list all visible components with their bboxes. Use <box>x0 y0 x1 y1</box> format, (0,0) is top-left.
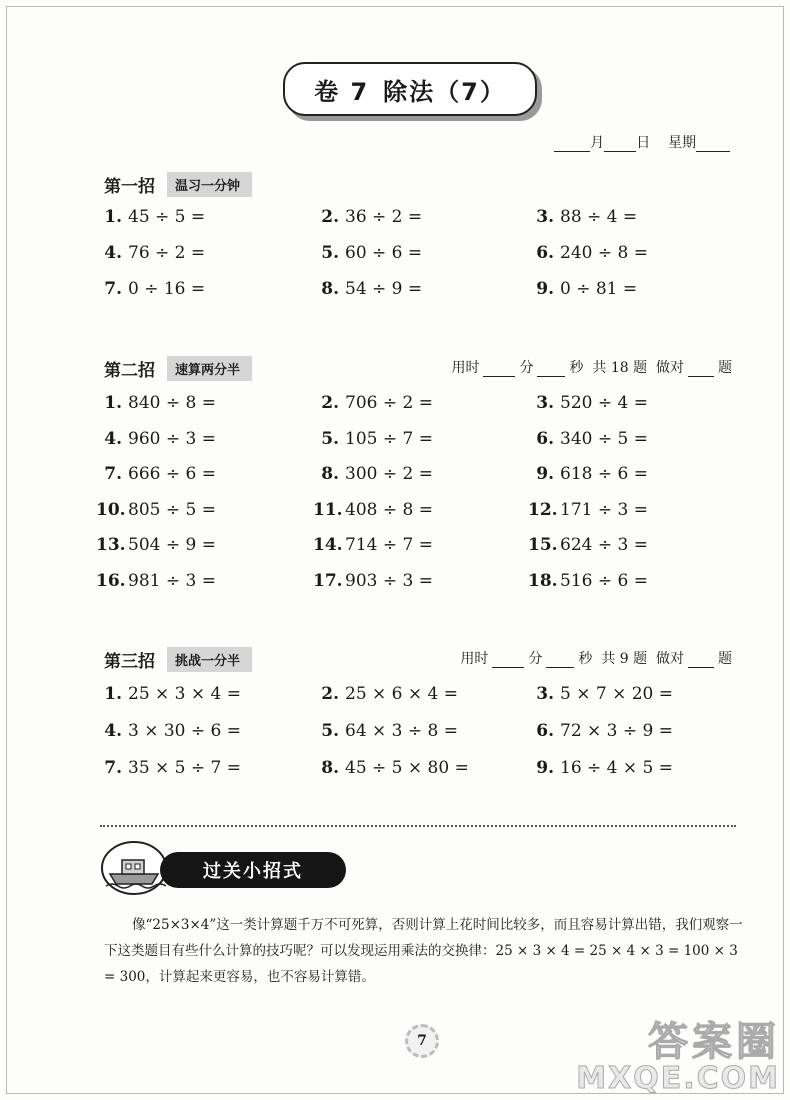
problem-row <box>0 684 790 714</box>
problem-expression: 618 ÷ 6 = <box>560 464 648 484</box>
problem-item <box>528 393 648 413</box>
problem-number: 2. <box>321 393 339 413</box>
problem-expression: 624 ÷ 3 = <box>560 535 648 555</box>
problem-number: 3. <box>536 393 554 413</box>
problem-expression: 240 ÷ 8 = <box>560 243 648 263</box>
section2-seconds-blank[interactable] <box>537 362 565 377</box>
problem-number: 3. <box>536 207 554 227</box>
problem-number: 9. <box>536 279 554 299</box>
problem-item <box>528 684 673 704</box>
section2-time-label: 用时 <box>451 360 480 376</box>
section2-name: 第二招 <box>104 361 155 381</box>
problem-number: 2. <box>321 207 339 227</box>
section3-tag: 挑战一分半 <box>167 647 252 672</box>
problem-item <box>528 279 637 299</box>
problem-number: 9. <box>536 758 554 778</box>
problem-expression: 805 ÷ 5 = <box>128 499 216 520</box>
problem-number: 8. <box>321 464 339 484</box>
problem-expression: 36 ÷ 2 = <box>345 207 423 227</box>
problem-expression: 714 ÷ 7 = <box>345 535 433 555</box>
problem-item <box>96 207 205 227</box>
problem-number: 3. <box>536 684 554 704</box>
problem-expression: 54 ÷ 9 = <box>345 279 423 299</box>
problem-number: 15. <box>528 535 558 555</box>
problem-row <box>0 243 790 273</box>
problem-item <box>528 571 648 591</box>
problem-expression: 666 ÷ 6 = <box>128 464 216 484</box>
watermark-logo-text: 答案圈 <box>648 1019 780 1065</box>
problem-item <box>313 429 433 449</box>
section3-unit: 题 <box>718 651 732 667</box>
problem-row <box>0 207 790 237</box>
problem-number: 7. <box>104 758 122 778</box>
problem-item <box>313 684 458 704</box>
section2-minutes-label: 分 <box>519 360 534 376</box>
section2-header <box>104 356 252 381</box>
problem-item <box>313 758 469 778</box>
section2-total: 共 18 题 <box>592 360 648 376</box>
problem-item <box>313 207 422 227</box>
weekday-label: 星期 <box>668 135 696 151</box>
problem-expression: 45 ÷ 5 = <box>128 207 206 227</box>
problem-expression: 504 ÷ 9 = <box>128 535 216 555</box>
problem-expression: 105 ÷ 7 = <box>345 428 433 449</box>
problem-item <box>96 571 216 591</box>
problem-number: 1. <box>104 393 122 413</box>
section2-unit: 题 <box>718 360 732 376</box>
problem-row <box>0 429 790 459</box>
section2-seconds-label: 秒 <box>569 360 584 376</box>
problem-item <box>96 429 216 449</box>
problem-expression: 0 ÷ 81 = <box>560 279 638 299</box>
problem-item <box>528 464 648 484</box>
problem-number: 18. <box>528 570 558 591</box>
problem-number: 5. <box>321 428 339 449</box>
section1-header <box>104 172 252 197</box>
section3-correct-label: 做对 <box>656 651 684 667</box>
day-label: 日 <box>636 135 651 151</box>
section2-tag: 速算两分半 <box>167 356 252 381</box>
problem-number: 1. <box>104 684 122 704</box>
problem-number: 8. <box>321 279 339 299</box>
problem-expression: 76 ÷ 2 = <box>128 243 206 263</box>
problem-expression: 0 ÷ 16 = <box>128 279 206 299</box>
problem-item <box>313 279 422 299</box>
problem-item <box>96 500 216 520</box>
section3-correct-blank[interactable] <box>688 653 714 668</box>
watermark-url: MXQE.COM <box>576 1061 780 1096</box>
problem-expression: 3 × 30 ÷ 6 = <box>128 721 242 741</box>
problem-item <box>96 243 205 263</box>
problem-expression: 981 ÷ 3 = <box>128 570 216 591</box>
problem-number: 7. <box>104 464 122 484</box>
problem-row <box>0 279 790 309</box>
problem-expression: 16 ÷ 4 × 5 = <box>560 758 674 778</box>
problem-item <box>528 721 673 741</box>
problem-item <box>96 684 241 704</box>
section3-meta <box>460 648 732 668</box>
problem-expression: 840 ÷ 8 = <box>128 393 216 413</box>
section1-tag: 温习一分钟 <box>167 172 252 197</box>
problem-item <box>313 464 433 484</box>
problem-expression: 64 × 3 ÷ 8 = <box>345 721 459 741</box>
problem-row <box>0 464 790 494</box>
problem-expression: 35 × 5 ÷ 7 = <box>128 758 242 778</box>
problem-number: 16. <box>96 570 126 591</box>
problem-item <box>313 243 422 263</box>
title-volume: 卷 7 <box>314 77 370 106</box>
watermark <box>576 1019 780 1096</box>
date-line <box>554 132 730 152</box>
problem-expression: 171 ÷ 3 = <box>560 499 648 520</box>
section2-correct-blank[interactable] <box>688 362 714 377</box>
problem-row <box>0 393 790 423</box>
problem-item <box>313 571 433 591</box>
problem-row <box>0 571 790 601</box>
section3-total: 共 9 题 <box>601 651 648 667</box>
problem-number: 8. <box>321 758 339 778</box>
section3-header <box>104 647 252 672</box>
section3-minutes-blank[interactable] <box>492 653 524 668</box>
problem-item <box>96 464 216 484</box>
section1-name: 第一招 <box>104 177 155 197</box>
problem-number: 4. <box>104 243 122 263</box>
problem-row <box>0 758 790 788</box>
section3-time-label: 用时 <box>460 651 489 667</box>
problem-expression: 516 ÷ 6 = <box>560 570 648 591</box>
problem-item <box>528 207 637 227</box>
month-blank[interactable] <box>554 137 590 152</box>
problem-expression: 72 × 3 ÷ 9 = <box>560 721 674 741</box>
section3-seconds-label: 秒 <box>578 651 593 667</box>
month-label: 月 <box>590 135 605 151</box>
problem-number: 6. <box>536 721 554 741</box>
problem-item <box>96 721 241 741</box>
problem-item <box>528 758 673 778</box>
weekday-blank[interactable] <box>696 137 730 152</box>
problem-number: 13. <box>96 535 126 555</box>
title-topic: 除法（7） <box>383 77 506 106</box>
problem-item <box>96 279 205 299</box>
problem-number: 12. <box>528 499 558 520</box>
problem-expression: 960 ÷ 3 = <box>128 428 216 449</box>
page-title <box>283 62 537 116</box>
problem-number: 11. <box>313 499 343 520</box>
problem-item <box>528 429 648 449</box>
day-blank[interactable] <box>604 137 636 152</box>
problem-expression: 25 × 6 × 4 = <box>345 684 459 704</box>
problem-number: 5. <box>321 243 339 263</box>
problem-number: 4. <box>104 721 122 741</box>
problem-item <box>528 500 648 520</box>
problem-number: 14. <box>313 535 343 555</box>
problem-number: 17. <box>313 570 343 591</box>
tip-text: 像“25×3×4”这一类计算题千万不可死算，否则计算上花时间比较多，而且容易计算出错，我们观察一下这类题目有些什么计算的技巧呢？可以发现运用乘法的交换律：25 × 3 × 4 = 25 × 4 × 3 = 100 × 3 = 300，计算起来更容易，也不容易计算错。 <box>104 917 743 985</box>
problem-number: 9. <box>536 464 554 484</box>
problem-item <box>313 535 433 555</box>
problem-expression: 408 ÷ 8 = <box>345 499 433 520</box>
problem-expression: 340 ÷ 5 = <box>560 428 648 449</box>
section3-seconds-blank[interactable] <box>546 653 574 668</box>
problem-item <box>313 500 433 520</box>
problem-expression: 45 ÷ 5 × 80 = <box>345 758 469 778</box>
problem-item <box>528 243 648 263</box>
problem-item <box>528 535 648 555</box>
problem-number: 1. <box>104 207 122 227</box>
problem-item <box>313 721 458 741</box>
problem-item <box>96 535 216 555</box>
problem-row <box>0 500 790 530</box>
section3-name: 第三招 <box>104 652 155 672</box>
tip-banner: 过关小招式 <box>160 852 346 888</box>
problem-item <box>313 393 433 413</box>
problem-row <box>0 535 790 565</box>
section2-correct-label: 做对 <box>656 360 684 376</box>
problem-number: 7. <box>104 279 122 299</box>
problem-expression: 903 ÷ 3 = <box>345 570 433 591</box>
problem-expression: 5 × 7 × 20 = <box>560 684 674 704</box>
problem-item <box>96 758 241 778</box>
dotted-divider <box>100 825 736 827</box>
problem-number: 6. <box>536 428 554 449</box>
problem-expression: 706 ÷ 2 = <box>345 393 433 413</box>
problem-expression: 300 ÷ 2 = <box>345 464 433 484</box>
problem-row <box>0 721 790 751</box>
page-number: 7 <box>405 1024 439 1058</box>
section2-meta <box>451 357 732 377</box>
problem-expression: 88 ÷ 4 = <box>560 207 638 227</box>
problem-number: 5. <box>321 721 339 741</box>
problem-number: 6. <box>536 243 554 263</box>
problem-expression: 60 ÷ 6 = <box>345 243 423 263</box>
problem-number: 10. <box>96 499 126 520</box>
problem-number: 4. <box>104 428 122 449</box>
problem-number: 2. <box>321 684 339 704</box>
problem-expression: 25 × 3 × 4 = <box>128 684 242 704</box>
problem-expression: 520 ÷ 4 = <box>560 393 648 413</box>
section3-minutes-label: 分 <box>528 651 543 667</box>
problem-item <box>96 393 216 413</box>
section2-minutes-blank[interactable] <box>483 362 515 377</box>
